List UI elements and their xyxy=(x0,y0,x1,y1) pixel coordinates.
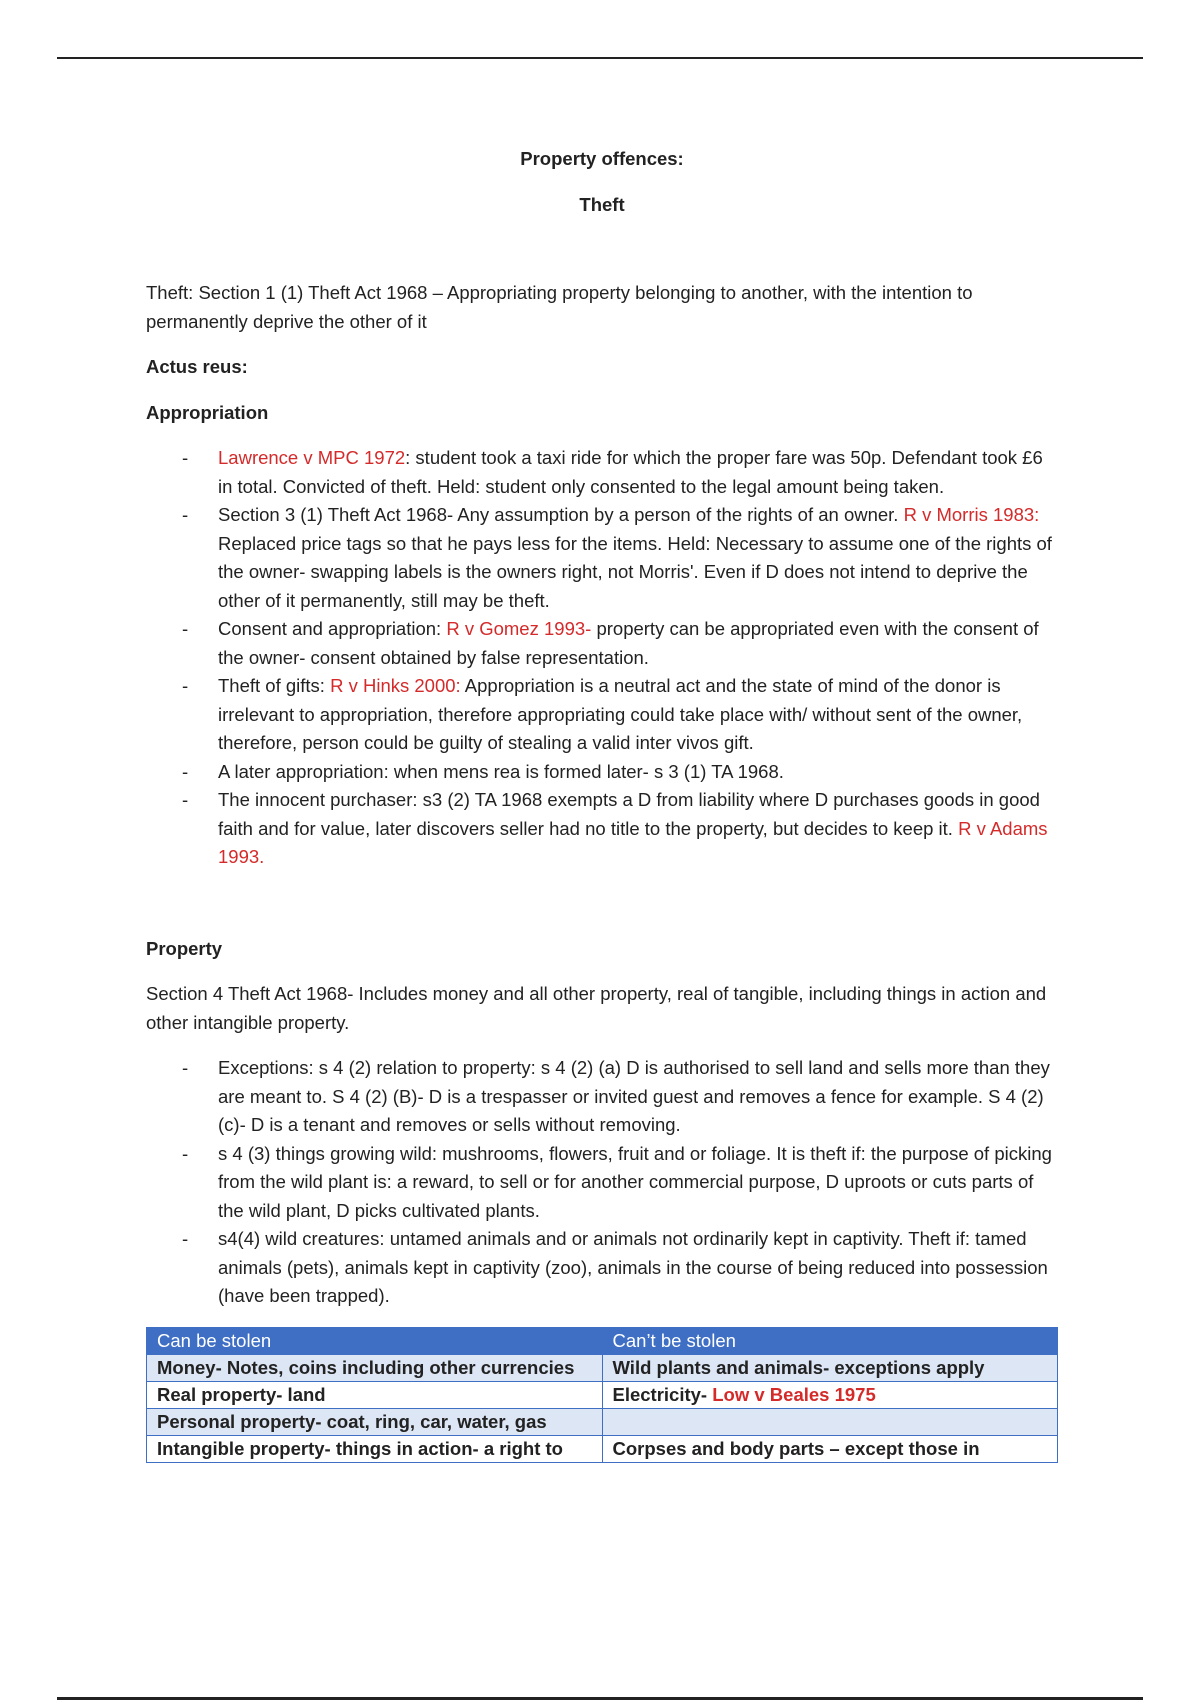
header-rule xyxy=(57,57,1143,59)
case-citation: R v Adams 1993. xyxy=(218,817,1048,867)
case-citation: R v Morris 1983: xyxy=(903,504,1040,525)
table-row xyxy=(147,1435,1058,1462)
property-list xyxy=(146,1054,1058,1311)
theft-definition: Theft: Section 1 (1) Theft Act 1968 – Appropriating property belonging to another, with the intention to permanently deprive the other of it xyxy=(146,282,973,332)
table-row xyxy=(147,1381,1058,1408)
list-item: - s4(4) wild creatures: untamed animals and or animals not ordinarily kept in captivity. Theft if: tamed animals (pets), animals kept in captivity (zoo), animals in the course of being reduced into possession (have been trapped). xyxy=(218,1225,1058,1311)
appropriation-list xyxy=(146,444,1058,872)
document-page xyxy=(146,145,1058,1463)
stolen-property-table xyxy=(146,1327,1058,1463)
list-item: - Consent and appropriation: R v Gomez 1993- property can be appropriated even with the consent of the owner- consent obtained by false representation. xyxy=(218,615,1058,672)
list-item: - Exceptions: s 4 (2) relation to property: s 4 (2) (a) D is authorised to sell land and sells more than they are meant to. S 4 (2) (B)- D is a trespasser or invited guest and removes a fence for example. S 4 (2) (c)- D is a tenant and removes or sells without removing. xyxy=(218,1054,1058,1140)
table-cell: Corpses and body parts – except those in xyxy=(602,1435,1058,1462)
actus-reus-heading: Actus reus: xyxy=(146,356,248,377)
column-header-can-be-stolen: Can be stolen xyxy=(147,1327,603,1354)
table-cell: Intangible property- things in action- a right to xyxy=(147,1435,603,1462)
list-item: - Theft of gifts: R v Hinks 2000: Appropriation is a neutral act and the state of mind of the donor is irrelevant to appropriation, therefore appropriating could take place with/ without sent of the owner, therefore, person could be guilty of stealing a valid inter vivos gift. xyxy=(218,672,1058,758)
table-cell: Money- Notes, coins including other currencies xyxy=(147,1354,603,1381)
case-citation: Low v Beales 1975 xyxy=(712,1383,876,1405)
list-item: - Section 3 (1) Theft Act 1968- Any assumption by a person of the rights of an owner. R v Morris 1983: Replaced price tags so that he pays less for the items. Held: Necessary to assume one of the rights of the owner- swapping labels is the owners right, not Morris'. Even if D does not intend to deprive the other of it permanently, still may be theft. xyxy=(218,501,1058,615)
case-citation: R v Gomez 1993- xyxy=(446,618,592,639)
property-heading: Property xyxy=(146,937,223,959)
table-cell xyxy=(602,1408,1058,1435)
table-row xyxy=(147,1354,1058,1381)
column-header-cant-be-stolen: Can’t be stolen xyxy=(602,1327,1058,1354)
table-cell: Wild plants and animals- exceptions apply xyxy=(602,1354,1058,1381)
case-citation: R v Hinks 2000: xyxy=(330,675,461,696)
table-cell: Real property- land xyxy=(147,1381,603,1408)
table-header-row xyxy=(147,1327,1058,1354)
list-item: - The innocent purchaser: s3 (2) TA 1968 exempts a D from liability where D purchases goods in good faith and for value, later discovers seller had no title to the property, but decides to keep it. R v Adams 1993. xyxy=(218,786,1058,872)
appropriation-heading: Appropriation xyxy=(146,401,269,423)
table-cell: Personal property- coat, ring, car, water, gas xyxy=(147,1408,603,1435)
table-cell: Electricity- Low v Beales 1975 xyxy=(602,1381,1058,1408)
table-row xyxy=(147,1408,1058,1435)
case-citation: Lawrence v MPC 1972 xyxy=(218,447,406,468)
document-subtitle: Theft xyxy=(579,193,625,215)
list-item: - Lawrence v MPC 1972: student took a taxi ride for which the proper fare was 50p. Defendant took £6 in total. Convicted of theft. Held: student only consented to the legal amount being taken. xyxy=(218,444,1058,501)
document-title: Property offences: xyxy=(520,148,684,169)
list-item: - s 4 (3) things growing wild: mushrooms, flowers, fruit and or foliage. It is theft if: the purpose of picking from the wild plant is: a reward, to sell or for another commercial purpose, D uproots or cuts parts of the wild plant, D picks cultivated plants. xyxy=(218,1140,1058,1226)
property-definition: Section 4 Theft Act 1968- Includes money and all other property, real of tangible, including things in action and other intangible property. xyxy=(146,983,1047,1033)
list-item: - A later appropriation: when mens rea is formed later- s 3 (1) TA 1968. xyxy=(218,758,1058,787)
